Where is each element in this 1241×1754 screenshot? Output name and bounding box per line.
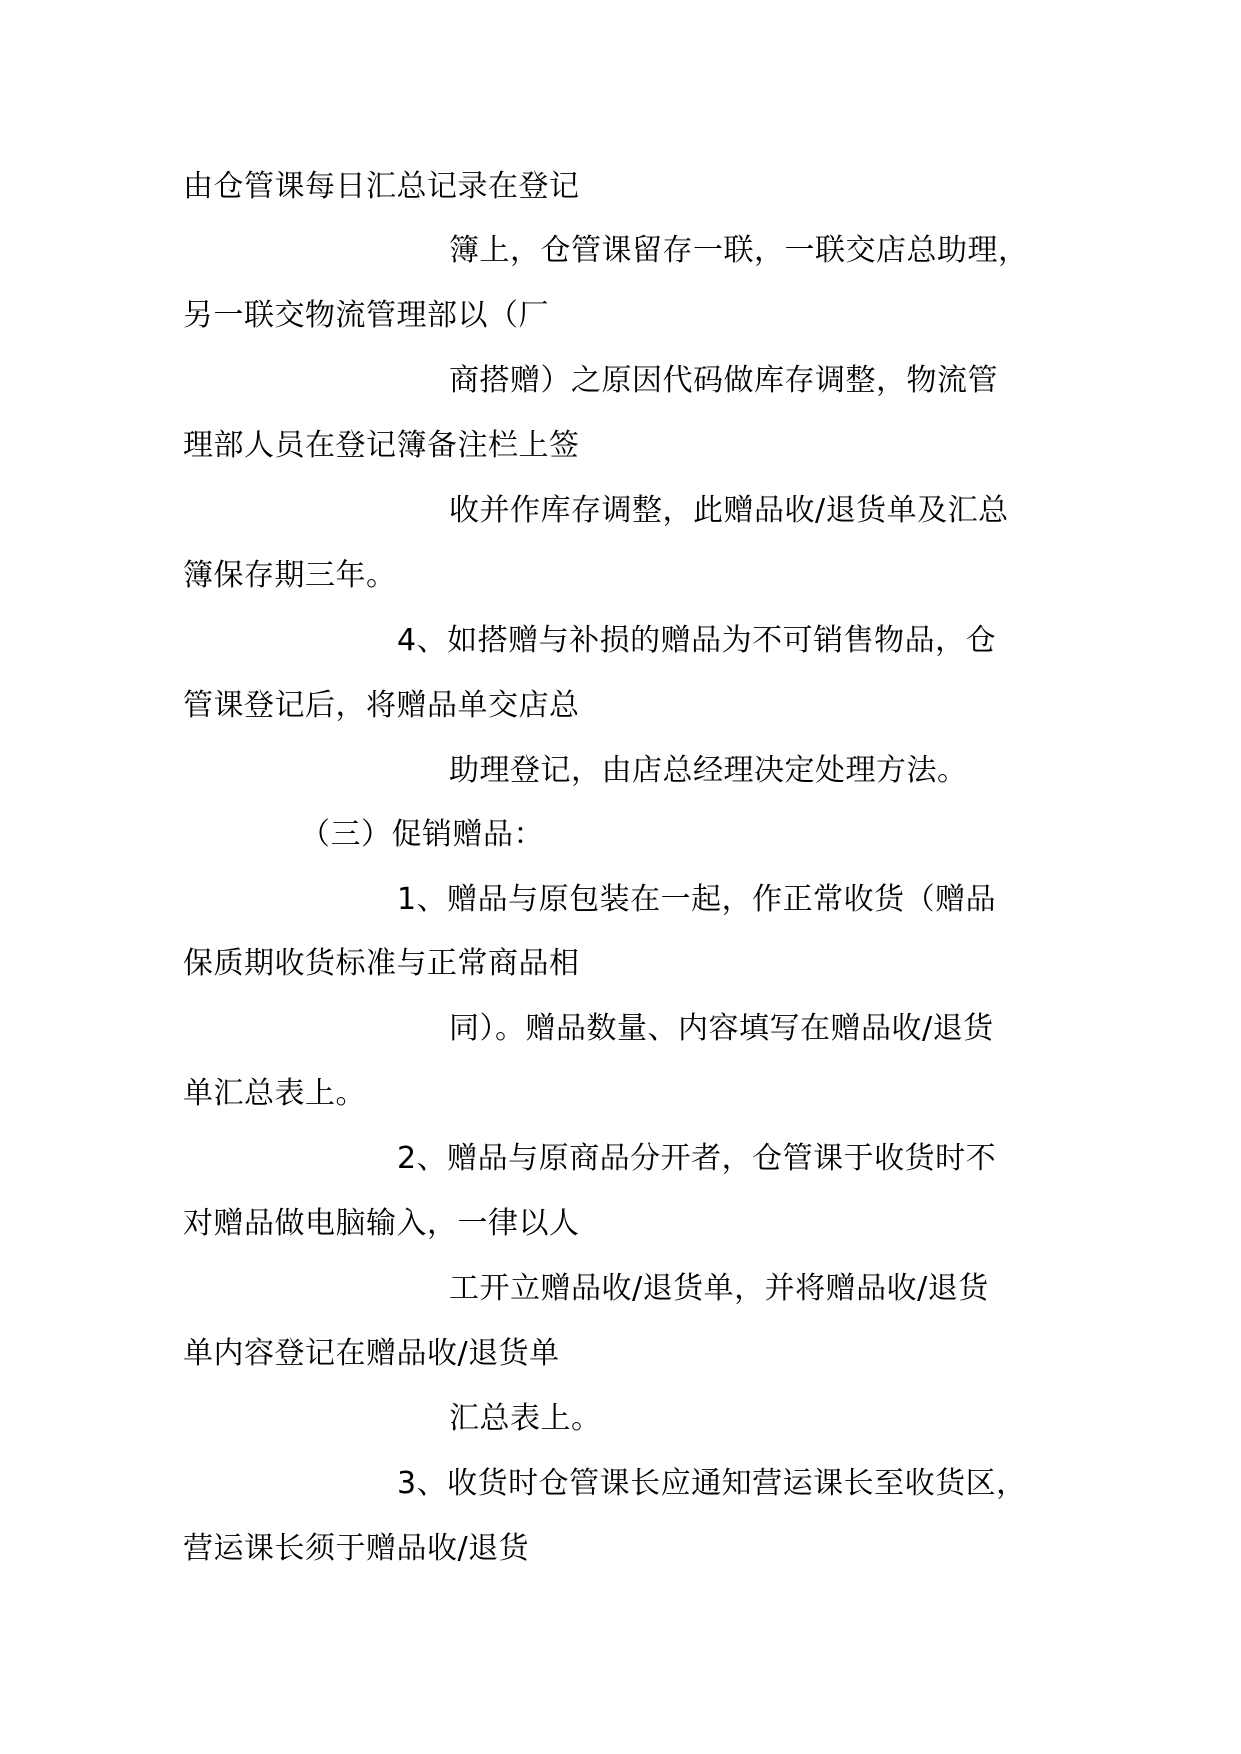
- section-heading: （三）促销赠品：: [300, 817, 544, 852]
- text-line: 工开立赠品收/退货单，并将赠品收/退货: [449, 1271, 989, 1306]
- list-item-3: 3、收货时仓管课长应通知营运课长至收货区，: [397, 1466, 1027, 1501]
- list-item-1: 1、赠品与原包装在一起，作正常收货（赠品: [397, 882, 997, 917]
- text-line: 簿保存期三年。: [183, 558, 397, 593]
- text-line: 助理登记，由店总经理决定处理方法。: [449, 753, 968, 788]
- text-line: 对赠品做电脑输入，一律以人: [183, 1206, 580, 1241]
- text-line: 由仓管课每日汇总记录在登记: [183, 169, 580, 204]
- list-item-4: 4、如搭赠与补损的赠品为不可销售物品，仓: [397, 623, 997, 658]
- text-line: 单汇总表上。: [183, 1076, 366, 1111]
- text-line: 保质期收货标准与正常商品相: [183, 946, 580, 981]
- text-line: 单内容登记在赠品收/退货单: [183, 1336, 560, 1371]
- text-line: 收并作库存调整，此赠品收/退货单及汇总: [449, 493, 1009, 528]
- text-line: 另一联交物流管理部以（厂: [183, 298, 549, 333]
- text-line: 理部人员在登记簿备注栏上签: [183, 428, 580, 463]
- text-line: 管课登记后，将赠品单交店总: [183, 688, 580, 723]
- list-item-2: 2、赠品与原商品分开者，仓管课于收货时不: [397, 1141, 997, 1176]
- text-line: 商搭赠）之原因代码做库存调整，物流管: [449, 363, 998, 398]
- text-line: 汇总表上。: [449, 1401, 602, 1436]
- text-line: 营运课长须于赠品收/退货: [183, 1531, 530, 1566]
- text-line: 簿上，仓管课留存一联，一联交店总助理，: [449, 233, 1029, 268]
- text-line: 同）。赠品数量、内容填写在赠品收/退货: [449, 1011, 994, 1046]
